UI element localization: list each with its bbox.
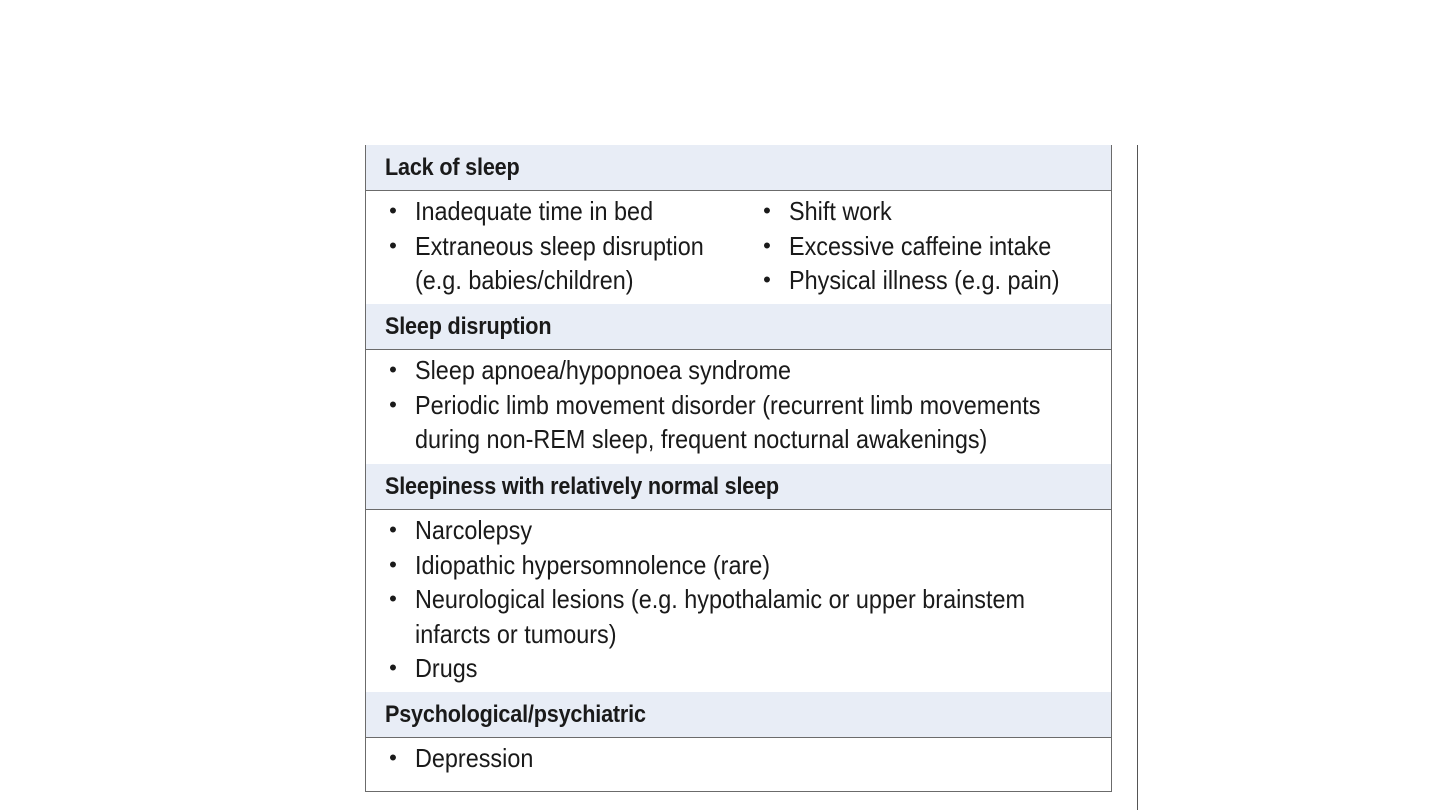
- section-title: Psychological/psychiatric: [385, 700, 646, 728]
- lack-of-sleep-list-right: [759, 194, 1111, 298]
- section-title: Sleepiness with relatively normal sleep: [385, 472, 779, 500]
- list-item-text: Neurological lesions (e.g. hypothalamic or upper brainstem: [415, 584, 1026, 614]
- list-item: [385, 194, 759, 229]
- bullet-icon: •: [389, 551, 397, 577]
- section-title: Sleep disruption: [385, 312, 552, 340]
- section-header-sleep-disruption: [366, 304, 1111, 350]
- bullet-icon: •: [389, 745, 397, 770]
- section-body-sleepiness-normal-sleep: [366, 510, 1111, 692]
- sleep-disruption-list: [385, 353, 1111, 457]
- section-header-sleepiness-normal-sleep: [366, 464, 1111, 510]
- list-item-text: Narcolepsy: [415, 515, 533, 545]
- causes-of-sleepiness-table: [365, 145, 1112, 792]
- list-item: [385, 548, 1111, 583]
- lack-of-sleep-list-left: [385, 194, 759, 298]
- psychological-list: [385, 741, 1111, 776]
- list-item-text: Drugs: [415, 653, 478, 683]
- section-body-sleep-disruption: [366, 350, 1111, 464]
- bullet-icon: •: [389, 357, 397, 382]
- list-item: [759, 263, 1111, 298]
- bullet-icon: •: [763, 198, 771, 223]
- list-item-text-continued: during non-REM sleep, frequent nocturnal awakenings): [415, 424, 988, 454]
- bullet-icon: •: [763, 267, 771, 292]
- list-item-text-continued: (e.g. babies/children): [415, 265, 634, 295]
- bullet-icon: •: [389, 586, 397, 611]
- list-item-text-continued: infarcts or tumours): [415, 618, 617, 649]
- list-item-text: Physical illness (e.g. pain): [789, 265, 1060, 295]
- bullet-icon: •: [389, 517, 397, 542]
- list-item-text: Excessive caffeine intake: [789, 230, 1052, 261]
- list-item: [385, 741, 1111, 776]
- bullet-icon: •: [389, 232, 397, 258]
- section-header-lack-of-sleep: [366, 145, 1111, 191]
- list-item: [385, 229, 759, 298]
- list-item: [385, 513, 1111, 548]
- section-header-psychological: [366, 692, 1111, 738]
- list-item: [385, 651, 1111, 686]
- section-title: Lack of sleep: [385, 153, 520, 181]
- section-body-psychological: [366, 738, 1111, 791]
- list-item: [385, 353, 1111, 388]
- sleepiness-normal-sleep-list: [385, 513, 1111, 686]
- section-body-lack-of-sleep: [366, 191, 1111, 304]
- list-item-text: Shift work: [789, 196, 892, 226]
- list-item-text: Idiopathic hypersomnolence (rare): [415, 549, 771, 580]
- bullet-icon: •: [389, 655, 397, 680]
- bullet-icon: •: [389, 391, 397, 417]
- list-item: [759, 229, 1111, 264]
- list-item: [385, 388, 1111, 457]
- list-item: [385, 582, 1111, 651]
- list-item-text: Inadequate time in bed: [415, 196, 654, 226]
- list-item: [759, 194, 1111, 229]
- list-item-text: Extraneous sleep disruption: [415, 230, 704, 261]
- list-item-text: Sleep apnoea/hypopnoea syndrome: [415, 355, 791, 385]
- bullet-icon: •: [389, 198, 397, 223]
- list-item-text: Depression: [415, 743, 534, 773]
- list-item-text: Periodic limb movement disorder (recurrent limb movements: [415, 389, 1041, 420]
- bullet-icon: •: [763, 232, 771, 258]
- page-margin-rule: [1137, 145, 1138, 810]
